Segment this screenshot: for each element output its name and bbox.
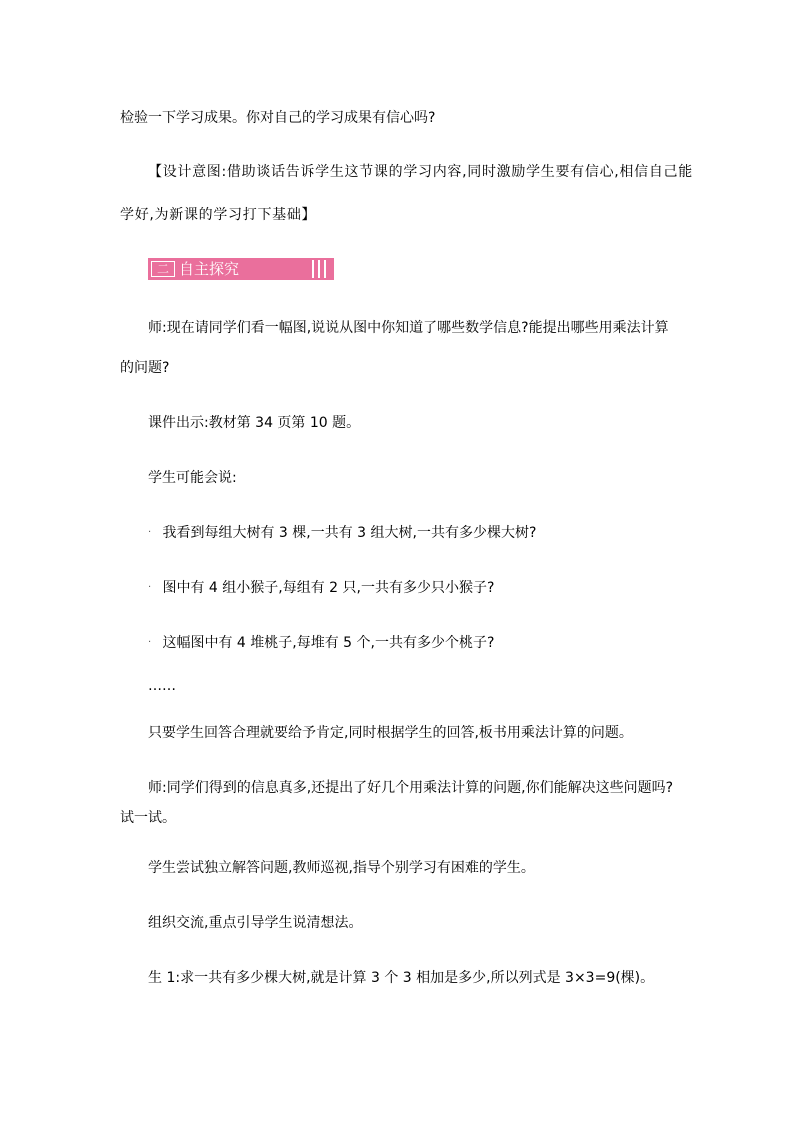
section-title: 自主探究 bbox=[179, 260, 240, 278]
teacher-question-line-1: 师:现在请同学们看一幅图,说说从图中你知道了哪些数学信息?能提出哪些用乘法计算 bbox=[148, 320, 669, 336]
students-may-say: 学生可能会说: bbox=[148, 470, 237, 486]
item-marker: · bbox=[148, 637, 152, 648]
section-number: 二 bbox=[151, 261, 175, 277]
affirm-answers: 只要学生回答合理就要给予肯定,同时根据学生的回答,板书用乘法计算的问题。 bbox=[148, 725, 633, 741]
list-item bbox=[148, 633, 494, 653]
paragraph-check-results: 检验一下学习成果。你对自己的学习成果有信心吗? bbox=[120, 110, 436, 126]
organize-discussion: 组织交流,重点引导学生说清想法。 bbox=[148, 915, 363, 931]
bar-stripe-decoration bbox=[318, 260, 320, 278]
item-marker: · bbox=[148, 582, 152, 593]
teacher-prompt-line-2: 试一试。 bbox=[120, 810, 176, 826]
students-try: 学生尝试独立解答问题,教师巡视,指导个别学习有困难的学生。 bbox=[148, 860, 535, 876]
student-answer-1: 生 1:求一共有多少棵大树,就是计算 3 个 3 相加是多少,所以列式是 3×3=9(棵)。 bbox=[148, 970, 655, 986]
teacher-prompt-line-1: 师:同学们得到的信息真多,还提出了好几个用乘法计算的问题,你们能解决这些问题吗? bbox=[148, 780, 674, 796]
list-item bbox=[148, 578, 494, 598]
list-item-text: 这幅图中有 4 堆桃子,每堆有 5 个,一共有多少个桃子? bbox=[162, 635, 495, 651]
teacher-question-line-2: 的问题? bbox=[120, 360, 170, 376]
section-header-bar bbox=[148, 258, 334, 280]
bar-stripe-decoration bbox=[324, 260, 326, 278]
courseware-display: 课件出示:教材第 34 页第 10 题。 bbox=[148, 415, 361, 431]
bar-stripe-decoration bbox=[312, 260, 314, 278]
ellipsis: …… bbox=[148, 678, 176, 694]
list-item-text: 图中有 4 组小猴子,每组有 2 只,一共有多少只小猴子? bbox=[162, 580, 495, 596]
list-item bbox=[148, 523, 536, 543]
design-intent-line-1: 【设计意图:借助谈话告诉学生这节课的学习内容,同时激励学生要有信心,相信自己能 bbox=[148, 164, 693, 180]
item-marker: · bbox=[148, 527, 152, 538]
list-item-text: 我看到每组大树有 3 棵,一共有 3 组大树,一共有多少棵大树? bbox=[162, 525, 537, 541]
design-intent-line-2: 学好,为新课的学习打下基础】 bbox=[120, 207, 317, 223]
